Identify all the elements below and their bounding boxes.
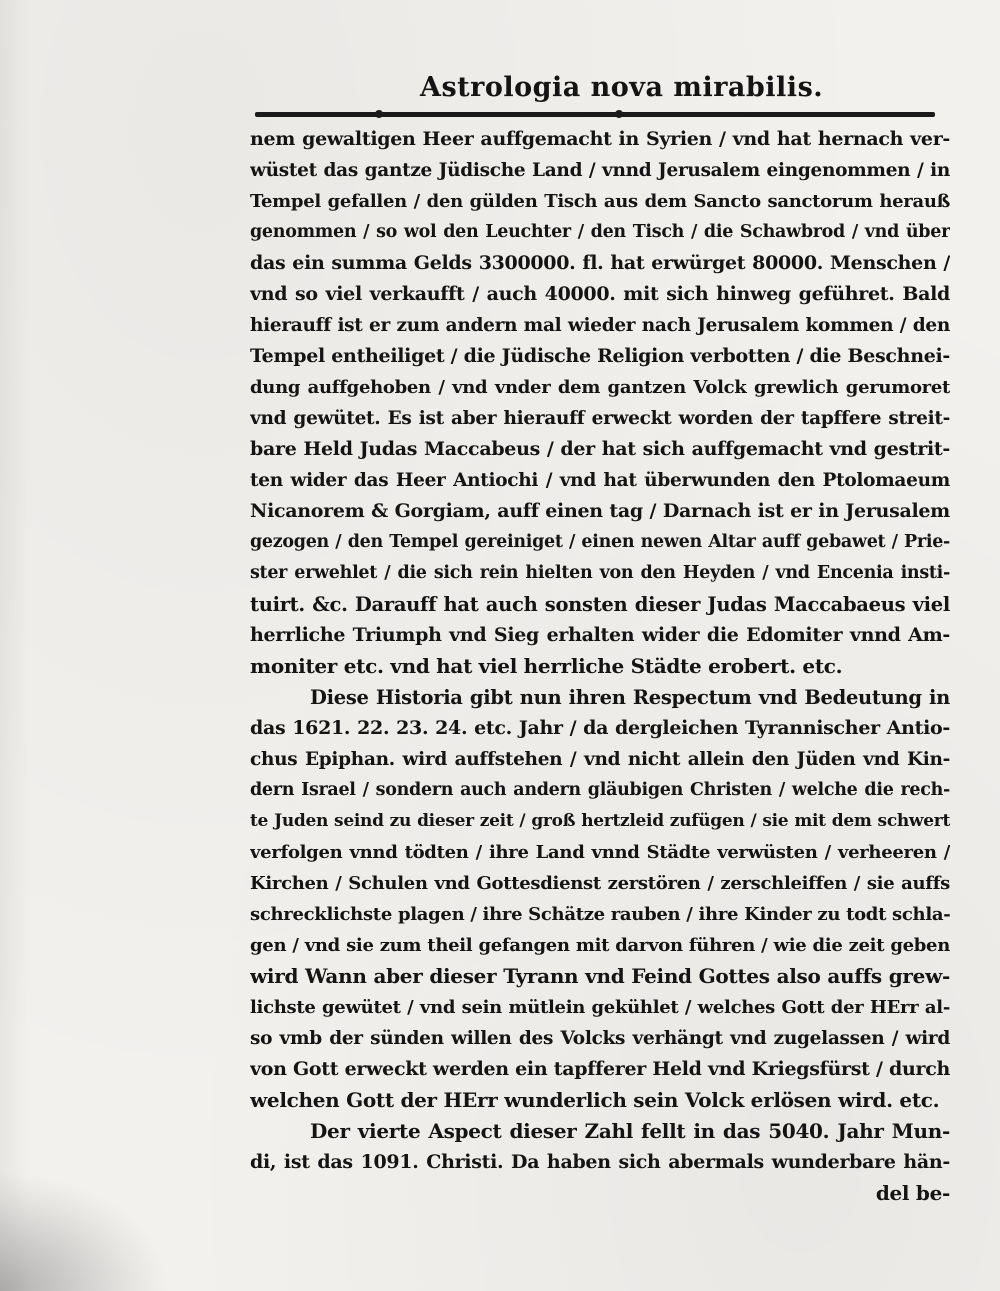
text-line: vnd gewütet. Es ist aber hierauff erweckt worden der tapffere streit- [250,408,950,429]
text-line: gezogen / den Tempel gereiniget / einen newen Altar auff gebawet / Prie- [250,532,950,552]
text-line: bare Held Judas Maccabeus / der hat sich auffgemacht vnd gestrit- [250,438,950,460]
text-line: schrecklichste plagen / ihre Schätze rauben / ihre Kinder zu todt schla- [250,904,950,925]
text-line: Kirchen / Schulen vnd Gottesdienst zerstören / zerschleiffen / sie auffs [250,873,950,894]
text-line: Tempel gefallen / den gülden Tisch aus dem Sancto sanctorum herauß [250,191,950,212]
running-title: Astrologia nova mirabilis. [420,72,824,103]
text-line: di, ist das 1091. Christi. Da haben sich abermals wunderbare hän- [250,1151,950,1173]
text-line: wird Wann aber dieser Tyrann vnd Feind Gottes also auffs grew- [250,964,950,988]
text-line: hierauff ist er zum andern mal wieder nach Jerusalem kommen / den [250,315,950,336]
text-line: lichste gewütet / vnd sein mütlein gekühlet / welches Gott der HErr al- [250,997,950,1018]
text-line: Der vierte Aspect dieser Zahl fellt in das 5040. Jahr Mun- [310,1119,950,1143]
page-curl-shadow [0,1171,170,1291]
text-line: tuirt. &c. Darauff hat auch sonsten dieser Judas Maccabaeus viel [250,593,950,616]
text-line: dung auffgehoben / vnd vnder dem gantzen Volck grewlich gerumoret [250,377,950,398]
text-line: das 1621. 22. 23. 24. etc. Jahr / da dergleichen Tyrannischer Antio- [250,717,950,739]
text-line: verfolgen vnnd tödten / ihre Land vnnd Städte verwüsten / verheeren / [250,842,950,863]
text-line: wüstet das gantze Jüdische Land / vnnd Jerusalem eingenommen / in [250,160,950,181]
text-line: nem gewaltigen Heer auffgemacht in Syrien / vnd hat hernach ver- [250,128,950,150]
text-line: von Gott erweckt werden ein tapfferer Held vnd Kriegsfürst / durch [250,1058,950,1080]
text-line: te Juden seind zu dieser zeit / groß hertzleid zufügen / sie mit dem schwert [250,811,950,831]
text-line: Tempel entheiliget / die Jüdische Religion verbotten / die Beschnei- [250,345,950,367]
text-line: so vmb der sünden willen des Volcks verhängt vnd zugelassen / wird [250,1028,950,1049]
text-line: herrliche Triumph vnd Sieg erhalten wider die Edomiter vnnd Am- [250,624,950,646]
text-line: genommen / so wol den Leuchter / den Tisch / die Schawbrod / vnd über [250,222,950,242]
text-line: vnd so viel verkaufft / auch 40000. mit sich hinweg geführet. Bald [250,283,950,305]
text-line: gen / vnd sie zum theil gefangen mit darvon führen / wie die zeit geben [250,935,950,956]
text-line: Diese Historia gibt nun ihren Respectum vnd Bedeutung in [310,686,950,709]
text-line: moniter etc. vnd hat viel herrliche Städte erobert. etc. [250,654,843,678]
page-gutter-shadow [0,0,30,1291]
text-line: del be- [875,1181,950,1205]
body-text [250,124,950,1209]
text-line: welchen Gott der HErr wunderlich sein Volck erlösen wird. etc. [250,1088,940,1112]
text-line: ster erwehlet / die sich rein hielten von den Heyden / vnd Encenia insti- [250,563,950,583]
text-line: Nicanorem & Gorgiam, auff einen tag / Darnach ist er in Jerusalem [250,500,950,522]
text-line: das ein summa Gelds 3300000. fl. hat erwürget 80000. Menschen / [250,252,950,274]
header-rule [255,112,935,117]
text-line: dern Israel / sondern auch andern gläubigen Christen / welche die rech- [250,780,950,800]
text-line: chus Epiphan. wird auffstehen / vnd nicht allein den Jüden vnd Kin- [250,749,950,770]
text-line: ten wider das Heer Antiochi / vnd hat überwunden den Ptolomaeum [250,470,950,491]
